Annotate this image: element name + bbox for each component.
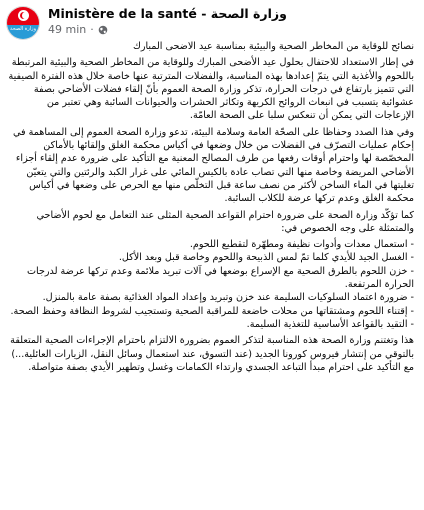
list-item: - إقتناء اللحوم ومشتقاتها من محلات خاضعة للمراقبة الصحية وتستجيب لشروط النظافة وحفظ الصحة. — [10, 305, 414, 317]
tunisia-flag-icon — [7, 7, 39, 25]
avatar-band — [7, 25, 39, 39]
post-paragraph-1: في إطار الاستعداد للاحتفال بحلول عيد الأضحى المبارك وللوقاية من المخاطر الصحية والبيئية المرتبطة باللحوم والأغذية التي يتمّ إعدادها بهذه المناسبة، والفضلات المترتبة عنها خاصة خلال هذه الفترة الصيفية التي تتميز بارتفاع في درجات الحرارة، تذكر وزارة الصحة العموم بأنّ إلقاء فضلات الأضاحي بصفة عشوائية يتسبب في انبعاث الروائح الكريهة وتكاثر الحشرات والحيوانات السائبة وهي تعتبر من الإزعاجات التي يمكن أن تنعكس سلبا على الصحة العامّة. — [8, 57, 414, 122]
post-paragraph-4: هذا وتغتنم وزارة الصحة هذه المناسبة لتذكر العموم بضرورة الالتزام باحترام الإجراءات الصحية المتعلقة بالتوقي من إنتشار فيروس كورونا الجديد (عند التسوق، عند استعمال وسائل النقل، الزيارات العائلية...) مع التأكيد على احترام مبدأ التباعد الجسدي وارتداء الكمامات وغسل وتطهير الأيدي بصفة متواصلة. — [10, 335, 414, 373]
post-header — [0, 0, 424, 40]
page-name-arabic[interactable]: وزارة الصحة — [210, 6, 287, 21]
post-body — [0, 40, 424, 374]
hygiene-rules-list — [8, 238, 414, 331]
list-item: - خزن اللحوم بالطرق الصحية مع الإسراع بوضعها في آلات تبريد ملائمة وعدم تركها عرضة لدرجات الحرارة المرتفعة. — [27, 265, 414, 291]
post-title: نصائح للوقاية من المخاطر الصحية والبيئية بمناسبة عيد الاضحى المبارك — [132, 41, 414, 52]
post-time[interactable]: 49 min — [48, 23, 87, 36]
list-item: - استعمال معدات وأدوات نظيفة ومطهّرة لتقطيع اللحوم. — [189, 239, 414, 251]
globe-icon[interactable] — [98, 25, 108, 35]
post-paragraph-2: وفي هذا الصدد وحفاظا على الصحّة العامة وسلامة البيئة، تدعو وزارة الصحة العموم إلى المساهمة في إحكام عمليات التصرّف في الفضلات من خلال وضعها في أكياس محكمة الغلق وإلقائها بالأماكن المخصّصة لها واحترام أوقات رفعها من طرف المصالح المعنية مع التأكيد على ضرورة عدم إلقاء أجزاء الأضاحي المريضة وخاصة منها التي تصاب عادة بالكيس المائي على غرار الكبد والرئتين والتي يتعيّن تغليتها في الماء الساخن لأكثر من نصف ساعة قبل التخلّص منها مع الحرص على وضعها في أكياس محكمة الغلق وعدم تركها عرضة للكلاب السائبة. — [12, 126, 414, 205]
list-item: - الغسل الجيد للأيدي كلما تمّ لمس الذبيحة واللحوم وخاصة قبل وبعد الأكل. — [118, 252, 414, 264]
separator: · — [90, 23, 94, 36]
page-avatar[interactable] — [6, 6, 40, 40]
list-item: - ضرورة اعتماد السلوكيات السليمة عند خزن وتبريد وإعداد المواد الغذائية بصفة عامة بالمنزل. — [42, 292, 414, 304]
post-subline — [48, 23, 287, 37]
post-paragraph-3: كما تؤكّد وزارة الصحة على ضرورة احترام القواعد الصحية المثلى عند التعامل مع لحوم الأضاحي والمتمثلة على وجه الخصوص في: — [36, 209, 414, 234]
post-meta — [48, 6, 287, 37]
list-item: - التقيد بالقواعد الأساسية للتغذية السليمة. — [246, 318, 414, 330]
page-name[interactable]: Ministère de la santé — [48, 6, 197, 21]
avatar-caption: وزارة الصحة — [10, 26, 36, 32]
page-name-link[interactable]: Ministère de la santé - وزارة الصحة — [48, 6, 287, 21]
